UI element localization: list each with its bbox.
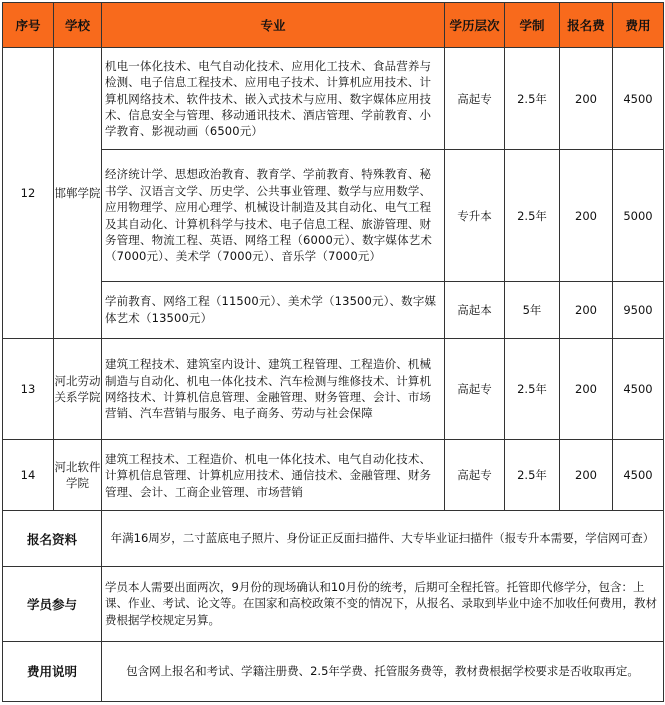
note-label: 费用说明 — [3, 641, 102, 701]
table-row — [3, 440, 664, 511]
header-fee: 报名费 — [560, 3, 613, 48]
cost-cell: 4500 — [613, 48, 664, 150]
table-row — [3, 150, 664, 281]
major-list: 学前教育、网络工程（11500元）、美术学（13500元）、数字媒体艺术（13500元） — [102, 281, 445, 338]
header-row — [3, 3, 664, 48]
fee-cell: 200 — [560, 281, 613, 338]
note-row-materials — [3, 511, 664, 566]
header-major: 专业 — [102, 3, 445, 48]
header-school: 学校 — [54, 3, 102, 48]
table-row — [3, 281, 664, 338]
level-cell: 高起专 — [445, 440, 505, 511]
note-text: 学员本人需要出面两次，9月份的现场确认和10月份的统考，后期可全程托管。托管即代修学分，包含：上课、作业、考试、论文等。在国家和高校政策不变的情况下，从报名、录取到毕业中途不加收任何费用，教材费根据学校规定另算。 — [102, 566, 664, 641]
fee-cell: 200 — [560, 48, 613, 150]
header-duration: 学制 — [505, 3, 560, 48]
note-label: 学员参与 — [3, 566, 102, 641]
note-row-participation — [3, 566, 664, 641]
duration-cell: 2.5年 — [505, 150, 560, 281]
school-name: 邯郸学院 — [54, 48, 102, 339]
note-text: 年满16周岁，二寸蓝底电子照片、身份证正反面扫描件、大专毕业证扫描件（报专升本需要，学信网可查） — [102, 511, 664, 566]
cost-cell: 5000 — [613, 150, 664, 281]
header-level: 学历层次 — [445, 3, 505, 48]
table-row — [3, 338, 664, 439]
note-text: 包含网上报名和考试、学籍注册费、2.5年学费、托管服务费等，教材费根据学校要求是否收取再定。 — [102, 641, 664, 701]
header-cost: 费用 — [613, 3, 664, 48]
duration-cell: 2.5年 — [505, 338, 560, 439]
row-index: 14 — [3, 440, 54, 511]
tuition-table — [2, 2, 664, 702]
duration-cell: 2.5年 — [505, 440, 560, 511]
level-cell: 高起专 — [445, 48, 505, 150]
major-list: 机电一体化技术、电气自动化技术、应用化工技术、食品营养与检测、电子信息工程技术、应用电子技术、计算机应用技术、计算机网络技术、软件技术、嵌入式技术与应用、数字媒体应用技术、信息安全与管理、移动通讯技术、酒店管理、学前教育、小学教育、影视动画（6500元） — [102, 48, 445, 150]
major-list: 建筑工程技术、建筑室内设计、建筑工程管理、工程造价、机械制造与自动化、机电一体化技术、汽车检测与维修技术、计算机网络技术、计算机信息管理、金融管理、财务管理、会计、市场营销、汽车营销与服务、电子商务、劳动与社会保障 — [102, 338, 445, 439]
fee-cell: 200 — [560, 440, 613, 511]
cost-cell: 4500 — [613, 440, 664, 511]
major-list: 经济统计学、思想政治教育、教育学、学前教育、特殊教育、秘书学、汉语言文学、历史学、公共事业管理、数学与应用数学、应用物理学、应用心理学、机械设计制造及其自动化、电气工程及其自动化、计算机科学与技术、电子信息工程、旅游管理、财务管理、物流工程、英语、网络工程（6000元）、数字媒体艺术（7000元）、美术学（7000元）、音乐学（7000元） — [102, 150, 445, 281]
row-index: 13 — [3, 338, 54, 439]
note-row-fees — [3, 641, 664, 701]
table-row — [3, 48, 664, 150]
level-cell: 高起本 — [445, 281, 505, 338]
school-name: 河北劳动关系学院 — [54, 338, 102, 439]
fee-cell: 200 — [560, 338, 613, 439]
header-index: 序号 — [3, 3, 54, 48]
row-index: 12 — [3, 48, 54, 339]
cost-cell: 9500 — [613, 281, 664, 338]
cost-cell: 4500 — [613, 338, 664, 439]
duration-cell: 2.5年 — [505, 48, 560, 150]
level-cell: 专升本 — [445, 150, 505, 281]
duration-cell: 5年 — [505, 281, 560, 338]
note-label: 报名资料 — [3, 511, 102, 566]
school-name: 河北软件学院 — [54, 440, 102, 511]
fee-cell: 200 — [560, 150, 613, 281]
major-list: 建筑工程技术、工程造价、机电一体化技术、电气自动化技术、计算机信息管理、计算机应用技术、通信技术、金融管理、财务管理、会计、工商企业管理、市场营销 — [102, 440, 445, 511]
level-cell: 高起专 — [445, 338, 505, 439]
